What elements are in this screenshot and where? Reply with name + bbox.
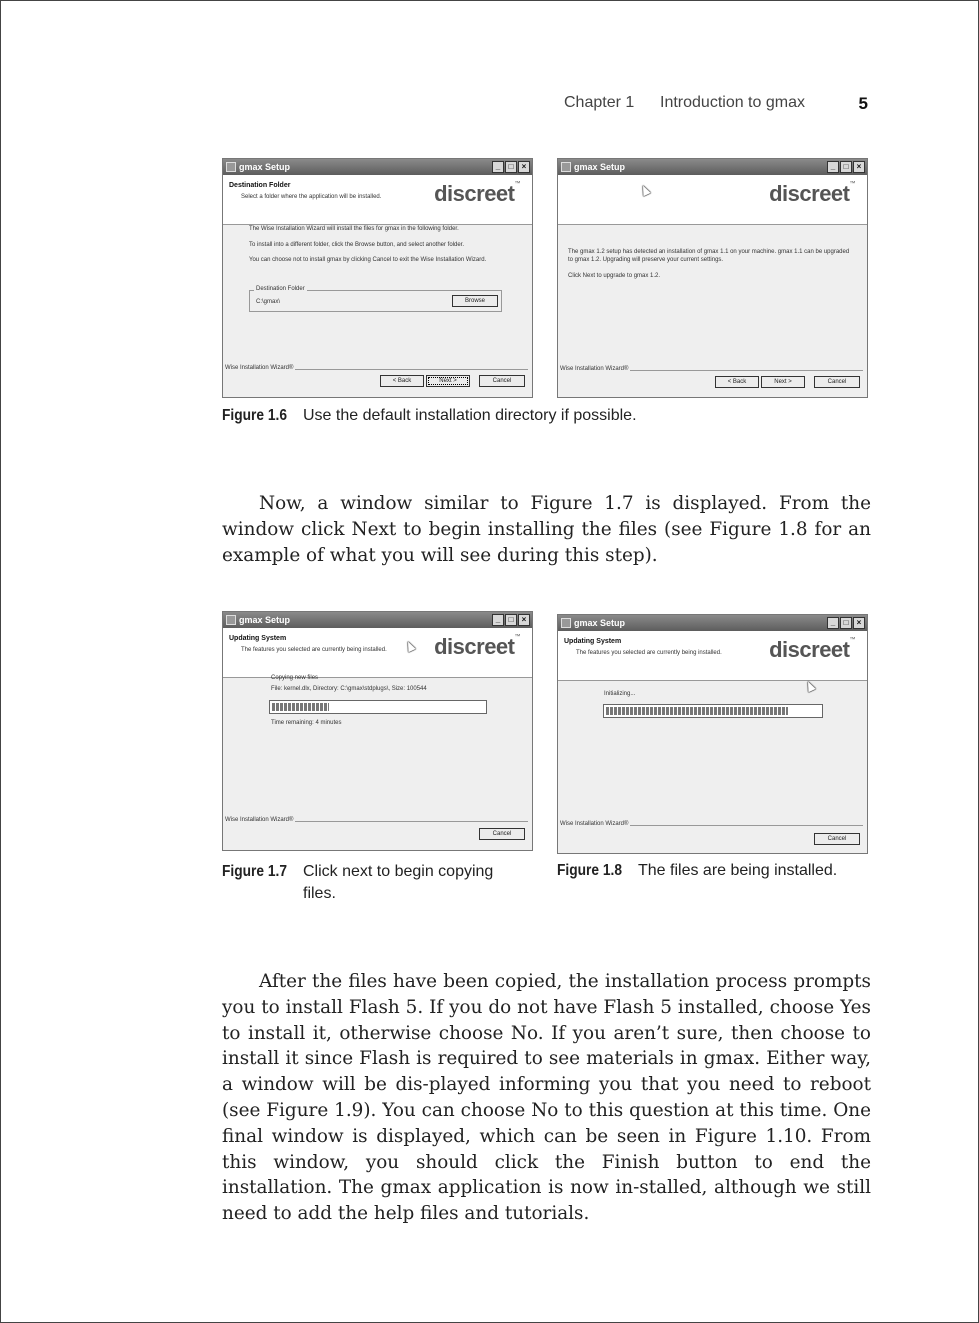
page-number: 5: [858, 94, 868, 113]
discreet-logo: discreet™: [769, 181, 855, 206]
close-icon[interactable]: ×: [853, 161, 865, 173]
window-title: gmax Setup: [574, 618, 626, 628]
setup-app-icon: [561, 618, 571, 628]
install-status: Initializing...: [604, 691, 636, 697]
setup-app-icon: [226, 615, 236, 625]
step-heading: Destination Folder: [229, 182, 291, 189]
wizard-label: Wise Installation Wizard®: [225, 365, 294, 371]
upgrade-message: The gmax 1.2 setup has detected an installation of gmax 1.1 on your machine. gmax 1.1 can be upgraded to gmax 1.2. Upgrading will preserve your current settings.: [568, 249, 850, 263]
maximize-icon[interactable]: □: [840, 617, 852, 629]
step-subheading: The features you selected are currently being installed.: [241, 647, 387, 653]
cancel-button[interactable]: Cancel: [814, 376, 860, 388]
wizard-label: Wise Installation Wizard®: [225, 817, 294, 823]
window-title: gmax Setup: [574, 162, 626, 172]
step-heading: Updating System: [229, 635, 287, 642]
figure-caption-text: The files are being installed.: [638, 862, 838, 879]
figure-label: Figure 1.8: [557, 862, 622, 879]
intro-line-1: The Wise Installation Wizard will install the files for gmax in the following folder.: [249, 226, 459, 232]
wizard-label: Wise Installation Wizard®: [560, 366, 629, 372]
section-label: Introduction to gmax: [660, 94, 805, 111]
close-icon[interactable]: ×: [518, 161, 530, 173]
cancel-button[interactable]: Cancel: [814, 833, 860, 845]
cancel-button[interactable]: Cancel: [479, 375, 525, 387]
figure-1-6-caption: [222, 405, 872, 427]
step-heading: Updating System: [564, 638, 622, 645]
copy-file-line: File: kernel.dlx, Directory: C:\gmax\stdplugs\, Size: 100544: [271, 686, 427, 692]
wizard-header: [558, 175, 867, 225]
step-subheading: Select a folder where the application will be installed.: [241, 194, 382, 200]
figure-label: Figure 1.7: [222, 863, 287, 880]
figure-1-7-caption: [222, 861, 522, 907]
wizard-label: Wise Installation Wizard®: [560, 821, 629, 827]
copy-progress-bar: [269, 700, 487, 714]
back-button[interactable]: < Back: [715, 376, 759, 388]
figure-caption-text: Click next to begin copying files.: [303, 863, 494, 902]
figure-label: Figure 1.6: [222, 407, 287, 424]
discreet-logo: discreet™: [434, 181, 520, 206]
mouse-cursor-icon: [404, 640, 415, 652]
close-icon[interactable]: ×: [518, 614, 530, 626]
intro-line-2: To install into a different folder, click the Browse button, and select another folder.: [249, 242, 465, 248]
figure-1-7-screenshot: [222, 611, 533, 851]
destination-folder-group: [249, 286, 502, 312]
maximize-icon[interactable]: □: [505, 614, 517, 626]
figure-1-6-upgrade-screenshot: [557, 158, 868, 398]
titlebar: [223, 612, 532, 628]
titlebar: [558, 159, 867, 175]
figure-1-6-destination-screenshot: [222, 158, 533, 398]
running-head: [564, 94, 870, 118]
group-label: Destination Folder: [256, 286, 305, 292]
window-title: gmax Setup: [239, 615, 291, 625]
wizard-header: [223, 175, 532, 225]
minimize-icon[interactable]: _: [827, 617, 839, 629]
titlebar: [558, 615, 867, 631]
time-remaining: Time remaining: 4 minutes: [271, 720, 342, 726]
step-subheading: The features you selected are currently being installed.: [576, 650, 722, 656]
maximize-icon[interactable]: □: [505, 161, 517, 173]
discreet-logo: discreet™: [434, 634, 520, 659]
titlebar: [223, 159, 532, 175]
back-button[interactable]: < Back: [380, 375, 424, 387]
figure-1-8-screenshot: [557, 614, 868, 854]
intro-line-3: You can choose not to install gmax by clicking Cancel to exit the Wise Installation Wizard.: [249, 257, 487, 263]
body-paragraph-2: After the files have been copied, the installation process prompts you to install Flash 5. If you do not have Flash 5 installed, choose Yes to install it, otherwise choose No. If you aren’t sure, then choose to install it since Flash is required to see materials in gmax. Either way, a window will be dis-played informing you that you need to reboot (see Figure 1.9). You can choose No to this question at this time. One final window is displayed, which can be seen in Figure 1.10. From this window, you should click the Finish button to end the installation. The gmax application is now in-stalled, although we still need to add the help files and tutorials.: [222, 971, 871, 1225]
figure-caption-text: Use the default installation directory if possible.: [303, 407, 637, 424]
minimize-icon[interactable]: _: [492, 614, 504, 626]
wizard-header: [223, 628, 532, 678]
maximize-icon[interactable]: □: [840, 161, 852, 173]
minimize-icon[interactable]: _: [492, 161, 504, 173]
setup-app-icon: [226, 162, 236, 172]
chapter-label: Chapter 1: [564, 94, 635, 111]
destination-path: C:\gmax\: [256, 299, 281, 305]
wizard-header: [558, 631, 867, 681]
browse-button[interactable]: Browse: [452, 295, 498, 307]
setup-app-icon: [561, 162, 571, 172]
next-button[interactable]: Next >: [761, 376, 805, 388]
copy-progress-fill: [272, 703, 329, 711]
discreet-logo: discreet™: [769, 637, 855, 662]
upgrade-instruction: Click Next to upgrade to gmax 1.2.: [568, 273, 661, 279]
window-title: gmax Setup: [239, 162, 291, 172]
install-progress-bar: [603, 704, 823, 718]
close-icon[interactable]: ×: [853, 617, 865, 629]
minimize-icon[interactable]: _: [827, 161, 839, 173]
figure-1-8-caption: [557, 860, 872, 882]
mouse-cursor-icon: [804, 680, 815, 692]
next-button[interactable]: Next >: [426, 375, 470, 387]
body-paragraph-1: Now, a window similar to Figure 1.7 is displayed. From the window click Next to begin installing the files (see Figure 1.8 for an example of what you will see during this step).: [222, 493, 871, 566]
cancel-button[interactable]: Cancel: [479, 828, 525, 840]
install-progress-fill: [606, 707, 788, 715]
copy-status: Copying new files: [271, 675, 319, 681]
mouse-cursor-icon: [639, 184, 650, 196]
